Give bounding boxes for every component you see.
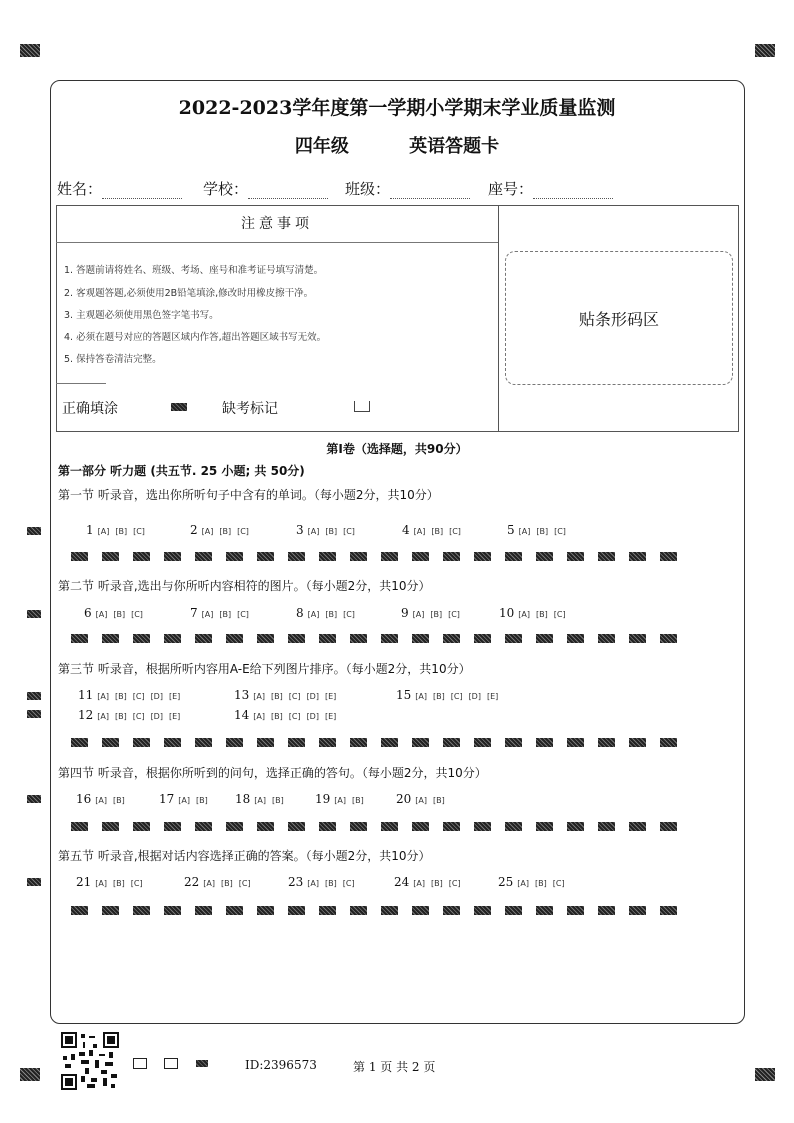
timing-marks-row bbox=[71, 552, 677, 561]
notice-item: 2. 客观题答题,必须使用2B铅笔填涂,修改时用橡皮擦干净。 bbox=[64, 288, 314, 299]
registration-mark bbox=[20, 44, 40, 57]
notice-item: 3. 主观题必须使用黑色签字笔书写。 bbox=[64, 310, 219, 321]
page-title: 2022-2023学年度第一学期小学期末学业质量监测 bbox=[178, 97, 616, 119]
question-11[interactable]: 11 [A] [B] [C] [D] [E] bbox=[78, 688, 181, 702]
divider bbox=[56, 242, 498, 243]
timing-mark bbox=[27, 692, 41, 700]
section-2-title: 第二节 听录音,选出与你所听内容相符的图片。（每小题2分，共10分） bbox=[58, 579, 431, 593]
fill-example-label: 正确填涂 bbox=[62, 401, 118, 417]
filled-mark-sample bbox=[171, 403, 187, 411]
question-23[interactable]: 23 [A] [B] [C] bbox=[288, 875, 355, 889]
barcode-label: 贴条形码区 bbox=[578, 309, 659, 329]
timing-mark bbox=[27, 527, 41, 535]
divider bbox=[498, 205, 499, 432]
section-3-title: 第三节 听录音，根据所听内容用A-E给下列图片排序。（每小题2分，共10分） bbox=[58, 662, 471, 676]
question-7[interactable]: 7 [A] [B] [C] bbox=[190, 606, 249, 620]
notice-item: 1. 答题前请将姓名、班级、考场、座号和准考证号填写清楚。 bbox=[64, 265, 324, 276]
empty-box-icon bbox=[164, 1058, 178, 1069]
notice-title: 注意事项 bbox=[241, 216, 313, 232]
question-13[interactable]: 13 [A] [B] [C] [D] [E] bbox=[234, 688, 337, 702]
question-22[interactable]: 22 [A] [B] [C] bbox=[184, 875, 251, 889]
registration-mark bbox=[20, 1068, 40, 1081]
question-2[interactable]: 2 [A] [B] [C] bbox=[190, 523, 249, 537]
qr-code-icon bbox=[60, 1032, 120, 1090]
notice-item: 5. 保持答卷清洁完整。 bbox=[64, 354, 162, 365]
timing-marks-row bbox=[71, 738, 677, 747]
question-20[interactable]: 20 [A] [B] bbox=[396, 792, 445, 806]
question-18[interactable]: 18 [A] [B] bbox=[235, 792, 284, 806]
timing-mark bbox=[27, 610, 41, 618]
section-4-title: 第四节 听录音，根据你所听到的问句，选择正确的答句。（每小题2分，共10分） bbox=[58, 766, 487, 780]
notice-item: 4. 必须在题号对应的答题区域内作答,超出答题区域书写无效。 bbox=[64, 332, 327, 343]
name-label: 姓名： bbox=[57, 180, 103, 198]
seat-label: 座号： bbox=[488, 180, 534, 198]
seat-field[interactable] bbox=[488, 178, 613, 199]
registration-mark bbox=[755, 1068, 775, 1081]
question-6[interactable]: 6 [A] [B] [C] bbox=[84, 606, 143, 620]
page-number: 第 1 页 共 2 页 bbox=[353, 1060, 436, 1074]
empty-box-icon bbox=[133, 1058, 147, 1069]
question-25[interactable]: 25 [A] [B] [C] bbox=[498, 875, 565, 889]
page-subtitle bbox=[0, 132, 794, 158]
absent-label: 缺考标记 bbox=[222, 401, 278, 417]
timing-marks-row bbox=[71, 906, 677, 915]
subject-label: 英语答题卡 bbox=[409, 136, 500, 157]
grade-label: 四年级 bbox=[294, 136, 349, 157]
question-3[interactable]: 3 [A] [B] [C] bbox=[296, 523, 355, 537]
question-24[interactable]: 24 [A] [B] [C] bbox=[394, 875, 461, 889]
barcode-area bbox=[505, 251, 733, 385]
question-9[interactable]: 9 [A] [B] [C] bbox=[401, 606, 460, 620]
question-17[interactable]: 17 [A] [B] bbox=[159, 792, 208, 806]
timing-mark bbox=[27, 710, 41, 718]
card-id: ID:2396573 bbox=[245, 1058, 317, 1072]
question-8[interactable]: 8 [A] [B] [C] bbox=[296, 606, 355, 620]
school-label: 学校： bbox=[203, 180, 249, 198]
part-title: 第一部分 听力题 (共五节. 25 小题; 共 50分) bbox=[58, 464, 305, 478]
question-4[interactable]: 4 [A] [B] [C] bbox=[402, 523, 461, 537]
question-1[interactable]: 1 [A] [B] [C] bbox=[86, 523, 145, 537]
name-field[interactable] bbox=[57, 178, 182, 199]
class-field[interactable] bbox=[345, 178, 470, 199]
question-15[interactable]: 15 [A] [B] [C] [D] [E] bbox=[396, 688, 499, 702]
registration-mark bbox=[755, 44, 775, 57]
timing-mark bbox=[27, 795, 41, 803]
timing-marks-row bbox=[71, 634, 677, 643]
question-14[interactable]: 14 [A] [B] [C] [D] [E] bbox=[234, 708, 337, 722]
timing-marks-row bbox=[71, 822, 677, 831]
divider bbox=[56, 383, 106, 384]
section-1-title: 第一节 听录音，选出你所听句子中含有的单词。（每小题2分，共10分） bbox=[58, 488, 439, 502]
filled-mark bbox=[196, 1060, 208, 1067]
section-5-title: 第五节 听录音,根据对话内容选择正确的答案。（每小题2分，共10分） bbox=[58, 849, 431, 863]
question-12[interactable]: 12 [A] [B] [C] [D] [E] bbox=[78, 708, 181, 722]
class-label: 班级： bbox=[345, 180, 391, 198]
timing-mark bbox=[27, 878, 41, 886]
question-10[interactable]: 10 [A] [B] [C] bbox=[499, 606, 566, 620]
question-16[interactable]: 16 [A] [B] bbox=[76, 792, 125, 806]
question-21[interactable]: 21 [A] [B] [C] bbox=[76, 875, 143, 889]
volume-title: 第Ⅰ卷（选择题，共90分） bbox=[326, 442, 468, 456]
absent-checkbox[interactable] bbox=[354, 401, 370, 412]
question-5[interactable]: 5 [A] [B] [C] bbox=[507, 523, 566, 537]
question-19[interactable]: 19 [A] [B] bbox=[315, 792, 364, 806]
school-field[interactable] bbox=[203, 178, 328, 199]
